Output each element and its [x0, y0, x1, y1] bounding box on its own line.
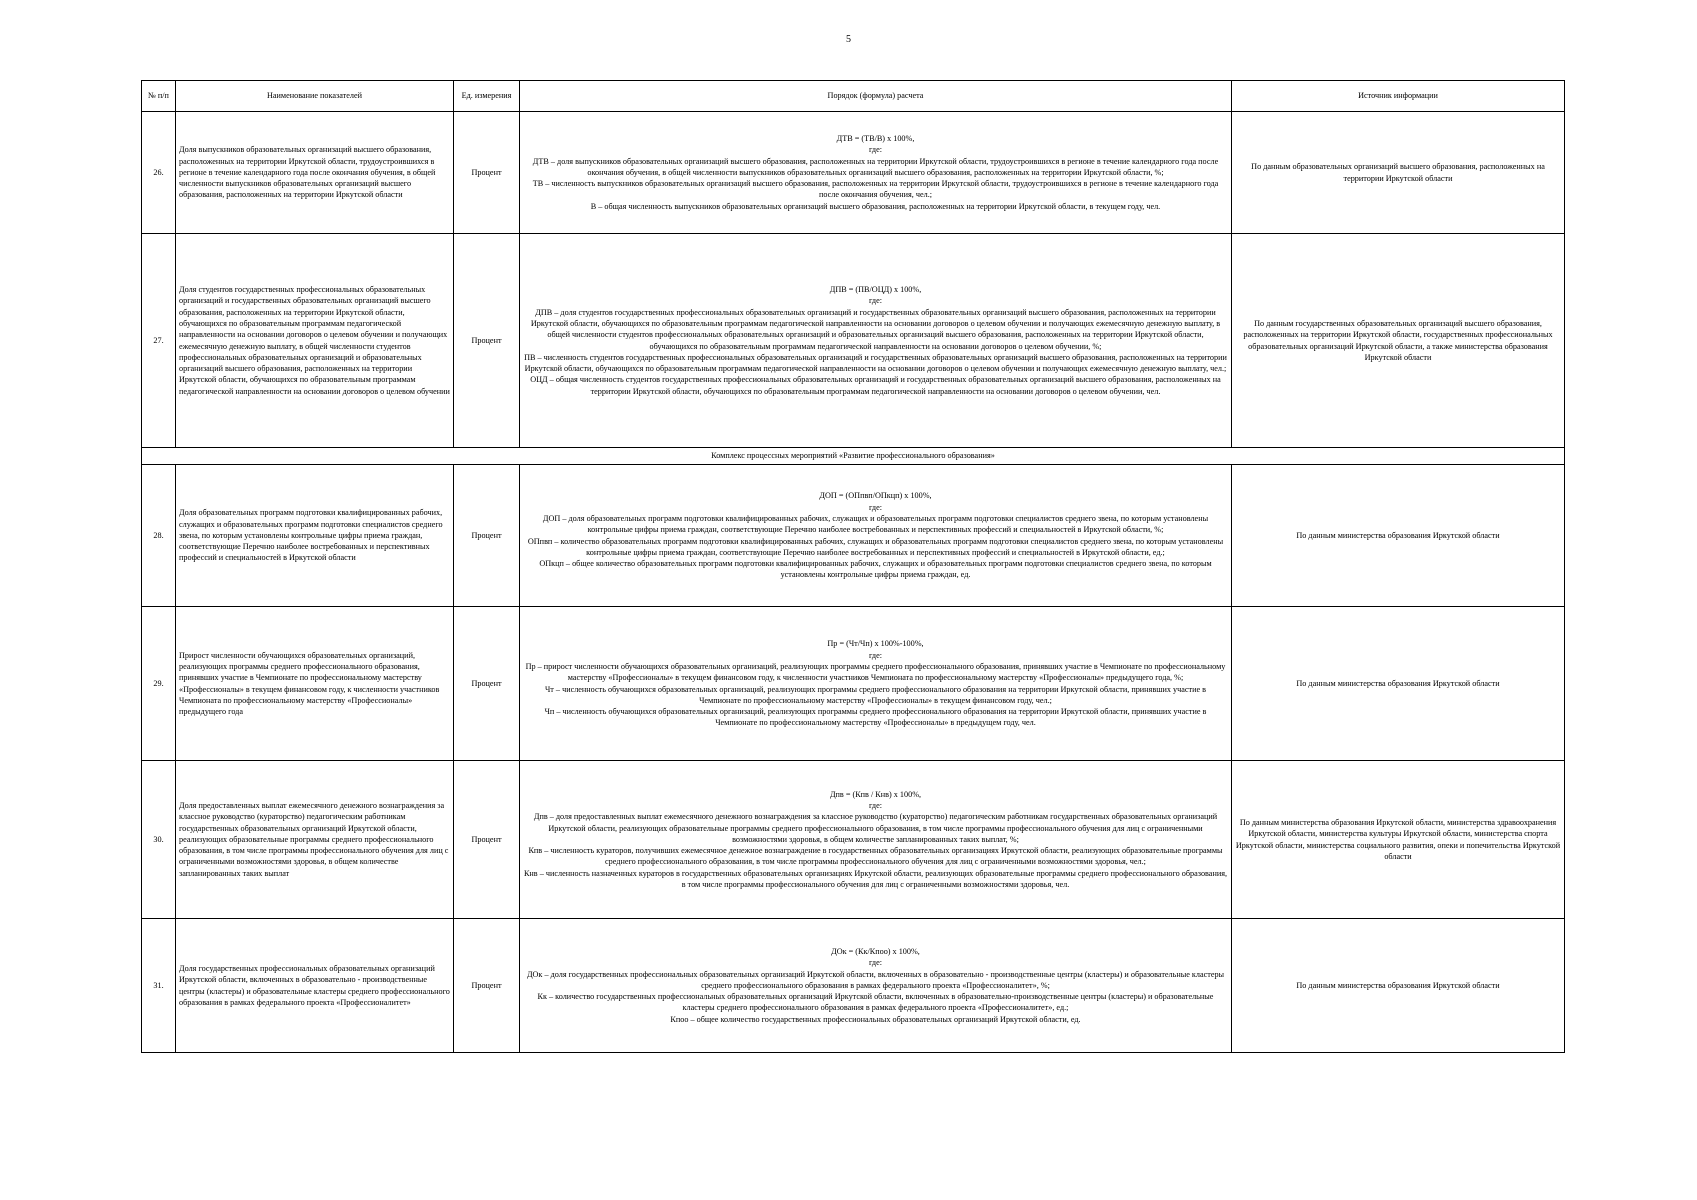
information-source: По данным министерства образования Иркутской области, министерства здравоохранения Иркутской области, министерства культуры Иркутской области, министерства спорта Иркутской области, министерства социального развития, опеки и попечительства Иркутской области [1232, 761, 1565, 919]
indicator-name: Доля образовательных программ подготовки квалифицированных рабочих, служащих и образовательных программ подготовки специалистов среднего звена, по которым установлены контрольные цифры приема граждан, соответствующие Перечню наиболее востребованных и перспективных профессий и специальностей в Иркутской области [176, 465, 454, 607]
unit-of-measure: Процент [454, 465, 520, 607]
formula-line: ОПпвп – количество образовательных программ подготовки квалифицированных рабочих, служащих и образовательных программ подготовки специалистов среднего звена, по которым установлены контрольные цифры приема граждан, соответствующие Перечню наиболее востребованных и перспективных профессий и специальностей в Иркутской области, ед.; [527, 536, 1224, 557]
formula-expression: ДОк = (Кк/Кпоо) х 100%, [831, 946, 920, 956]
table-header-row [142, 81, 1565, 112]
formula-line: где: [868, 958, 883, 968]
information-source: По данным образовательных организаций высшего образования, расположенных на территории Иркутской области [1232, 112, 1565, 234]
section-body [142, 448, 1565, 465]
table-body-a [142, 112, 1565, 448]
table-row [142, 761, 1565, 919]
formula-line: Кнв – численность назначенных кураторов в государственных образовательных организациях Иркутской области, реализующих образовательные программы среднего профессионального образования, в том числе программы профессионального обучения для лиц с ограниченными возможностями здоровья, чел. [523, 868, 1228, 890]
table-row [142, 919, 1565, 1053]
formula-line: где: [868, 145, 883, 155]
row-number: 29. [142, 607, 176, 761]
formula-cell [520, 761, 1232, 919]
formula-expression: ДТВ = (ТВ/В) х 100%, [836, 133, 915, 143]
information-source: По данным министерства образования Иркутской области [1232, 919, 1565, 1053]
indicator-name: Доля выпускников образовательных организаций высшего образования, расположенных на территории Иркутской области, трудоустроившихся в регионе в течение календарного года после окончания обучения, в общей численности выпускников образовательных организаций высшего образования, расположенных на территории Иркутской области [176, 112, 454, 234]
formula-cell [520, 465, 1232, 607]
unit-of-measure: Процент [454, 234, 520, 448]
formula-line: Чп – численность обучающихся образовательных организаций, реализующих программы среднего профессионального образования на территории Иркутской области, принявших участие в Чемпионате по профессиональному мастерству «Профессионалы» в предыдущем году, чел. [544, 707, 1207, 728]
table-row [142, 607, 1565, 761]
formula-line: где: [868, 296, 883, 306]
indicator-name: Прирост численности обучающихся образовательных организаций, реализующих программы среднего профессионального образования, принявших участие в Чемпионате по профессиональному мастерству «Профессионалы» в текущем финансовом году, к численности участников Чемпионата по профессиональному мастерству «Профессионалы» предыдущего года [176, 607, 454, 761]
table-row [142, 234, 1565, 448]
header-name: Наименование показателей [176, 81, 454, 112]
formula-line: ДПВ – доля студентов государственных профессиональных образовательных организаций и государственных образовательных организаций высшего образования, расположенных на территории Иркутской области, обучающихся по образовательным программам педагогической направленности на основании договоров о целевом обучении и получающих ежемесячную денежную выплату, в общей численности студентов профессиональных образовательных организаций и образовательных организаций высшего образования, расположенных на территории Иркутской области, обучающихся по образовательным программам педагогической направленности на основании договоров о целевом обучении, %; [530, 307, 1221, 351]
information-source: По данным министерства образования Иркутской области [1232, 465, 1565, 607]
formula-line: ДОк – доля государственных профессиональных образовательных организаций Иркутской области, включенных в образовательно - производственные центры (кластеры) и образовательные кластеры среднего профессионального образования в рамках федерального проекта «Профессионалитет», %; [526, 969, 1225, 990]
formula-line: Дпв – доля предоставленных выплат ежемесячного денежного вознаграждения за классное руководство (кураторство) педагогическим работникам государственных образовательных организаций Иркутской области, реализующих образовательные программы среднего профессионального образования, в том числе программы профессионального обучения для лиц с ограниченными возможностями здоровья, в общем количестве запланированных таких выплат, %; [533, 812, 1218, 844]
header-source: Источник информации [1232, 81, 1565, 112]
table-row [142, 465, 1565, 607]
formula-cell [520, 607, 1232, 761]
formula-cell [520, 112, 1232, 234]
row-number: 30. [142, 761, 176, 919]
formula-expression: Пр = (Чт/Чп) х 100%-100%, [827, 639, 924, 649]
indicator-name: Доля предоставленных выплат ежемесячного денежного вознаграждения за классное руководство (кураторство) педагогическим работникам государственных образовательных организаций Иркутской области, реализующих образовательные программы среднего профессионального образования, в том числе программы профессионального обучения для лиц с ограниченными возможностями здоровья, в общем количестве запланированных таких выплат [176, 761, 454, 919]
indicator-name: Доля государственных профессиональных образовательных организаций Иркутской области, включенных в образовательно - производственные центры (кластеры) и образовательные кластеры среднего профессионального образования в рамках федерального проекта «Профессионалитет» [176, 919, 454, 1053]
formula-line: ОПкцп – общее количество образовательных программ подготовки квалифицированных рабочих, служащих и образовательных программ подготовки специалистов среднего звена, по которым установлены контрольные цифры приема граждан, ед. [539, 559, 1212, 580]
formula-line: где: [868, 502, 883, 512]
formula-line: Чт – численность обучающихся образовательных организаций, реализующих программы среднего профессионального образования на территории Иркутской области, принявших участие в Чемпионате по профессиональному мастерству «Профессионалы» в текущем финансовом году, чел.; [544, 684, 1207, 705]
formula-cell [520, 919, 1232, 1053]
unit-of-measure: Процент [454, 607, 520, 761]
row-number: 27. [142, 234, 176, 448]
formula-line: где: [868, 800, 883, 810]
formula-line: Кк – количество государственных профессиональных образовательных организаций Иркутской области, включенных в образовательно-производственные центры (кластеры) и образовательные кластеры среднего профессионального образования в рамках федерального проекта «Профессионалитет», ед.; [537, 992, 1214, 1013]
formula-line: Пр – прирост численности обучающихся образовательных организаций, реализующих программы среднего профессионального образования, принявших участие в Чемпионате по профессиональному мастерству «Профессионалы» в текущем финансовом году, к численности участников Чемпионата по профессиональному мастерству «Профессионалы» предыдущего года, %; [525, 661, 1226, 683]
formula-line: где: [868, 650, 883, 660]
formula-line: ТВ – численность выпускников образовательных организаций высшего образования, расположенных на территории Иркутской области, трудоустроившихся в регионе в течение календарного года после окончания обучения, чел.; [532, 179, 1219, 200]
formula-line: В – общая численность выпускников образовательных организаций высшего образования, расположенных на территории Иркутской области, в текущем году, чел. [590, 201, 1161, 211]
page-number: 5 [846, 34, 851, 45]
formula-cell [520, 234, 1232, 448]
indicators-table [141, 80, 1565, 1053]
unit-of-measure: Процент [454, 112, 520, 234]
formula-line: ДТВ – доля выпускников образовательных организаций высшего образования, расположенных на территории Иркутской области, трудоустроившихся в регионе в течение календарного года после окончания обучения, в общей численности выпускников образовательных организаций высшего образования, расположенных на территории Иркутской области, %; [532, 156, 1219, 177]
information-source: По данным министерства образования Иркутской области [1232, 607, 1565, 761]
formula-line: ОЦД – общая численность студентов государственных профессиональных образовательных организаций и государственных образовательных организаций высшего образования, расположенных на территории Иркутской области, обучающихся по образовательным программам педагогической направленности на основании договоров о целевом обучении, чел. [530, 375, 1221, 396]
formula-line: ПВ – численность студентов государственных профессиональных образовательных организаций и государственных образовательных организаций высшего образования, расположенных на территории Иркутской области, обучающихся по образовательным программам педагогической направленности на основании договоров о целевом обучении и получающих ежемесячную денежную выплату, чел.; [524, 352, 1227, 374]
formula-line: Кпв – численность кураторов, получивших ежемесячное денежное вознаграждение в государственных образовательных организациях Иркутской области, реализующих образовательные программы среднего профессионального образования, в том числе программы профессионального обучения для лиц с ограниченными возможностями здоровья, чел.; [528, 846, 1223, 867]
header-formula: Порядок (формула) расчета [520, 81, 1232, 112]
table-row [142, 112, 1565, 234]
formula-expression: ДОП = (ОПпвп/ОПкцп) х 100%, [819, 491, 932, 501]
section-row [142, 448, 1565, 465]
section-title: Комплекс процессных мероприятий «Развитие профессионального образования» [142, 448, 1565, 465]
row-number: 28. [142, 465, 176, 607]
formula-expression: Дпв = (Кпв / Кнв) х 100%, [829, 789, 922, 799]
information-source: По данным государственных образовательных организаций высшего образования, расположенных на территории Иркутской области, государственных профессиональных образовательных организаций Иркутской области, а также министерства образования Иркутской области [1232, 234, 1565, 448]
header-unit: Ед. измерения [454, 81, 520, 112]
header-num: № п/п [142, 81, 176, 112]
unit-of-measure: Процент [454, 761, 520, 919]
formula-expression: ДПВ = (ПВ/ОЦД) х 100%, [829, 284, 922, 294]
indicator-name: Доля студентов государственных профессиональных образовательных организаций и государственных образовательных организаций высшего образования, расположенных на территории Иркутской области, обучающихся по образовательным программам педагогической направленности на основании договоров о целевом обучении и получающих ежемесячную денежную выплату, в общей численности студентов профессиональных образовательных организаций и образовательных организаций высшего образования, расположенных на территории Иркутской области, обучающихся по образовательным программам педагогической направленности на основании договоров о целевом обучении [176, 234, 454, 448]
formula-line: Кпоо – общее количество государственных профессиональных образовательных организаций Иркутской области, ед. [670, 1014, 1081, 1024]
formula-line: ДОП – доля образовательных программ подготовки квалифицированных рабочих, служащих и образовательных программ подготовки специалистов среднего звена, по которым установлены контрольные цифры приема граждан, соответствующие Перечню наиболее востребованных и перспективных профессий и специальностей в Иркутской области, %; [542, 513, 1209, 535]
row-number: 26. [142, 112, 176, 234]
table-body-b [142, 465, 1565, 1053]
row-number: 31. [142, 919, 176, 1053]
unit-of-measure: Процент [454, 919, 520, 1053]
